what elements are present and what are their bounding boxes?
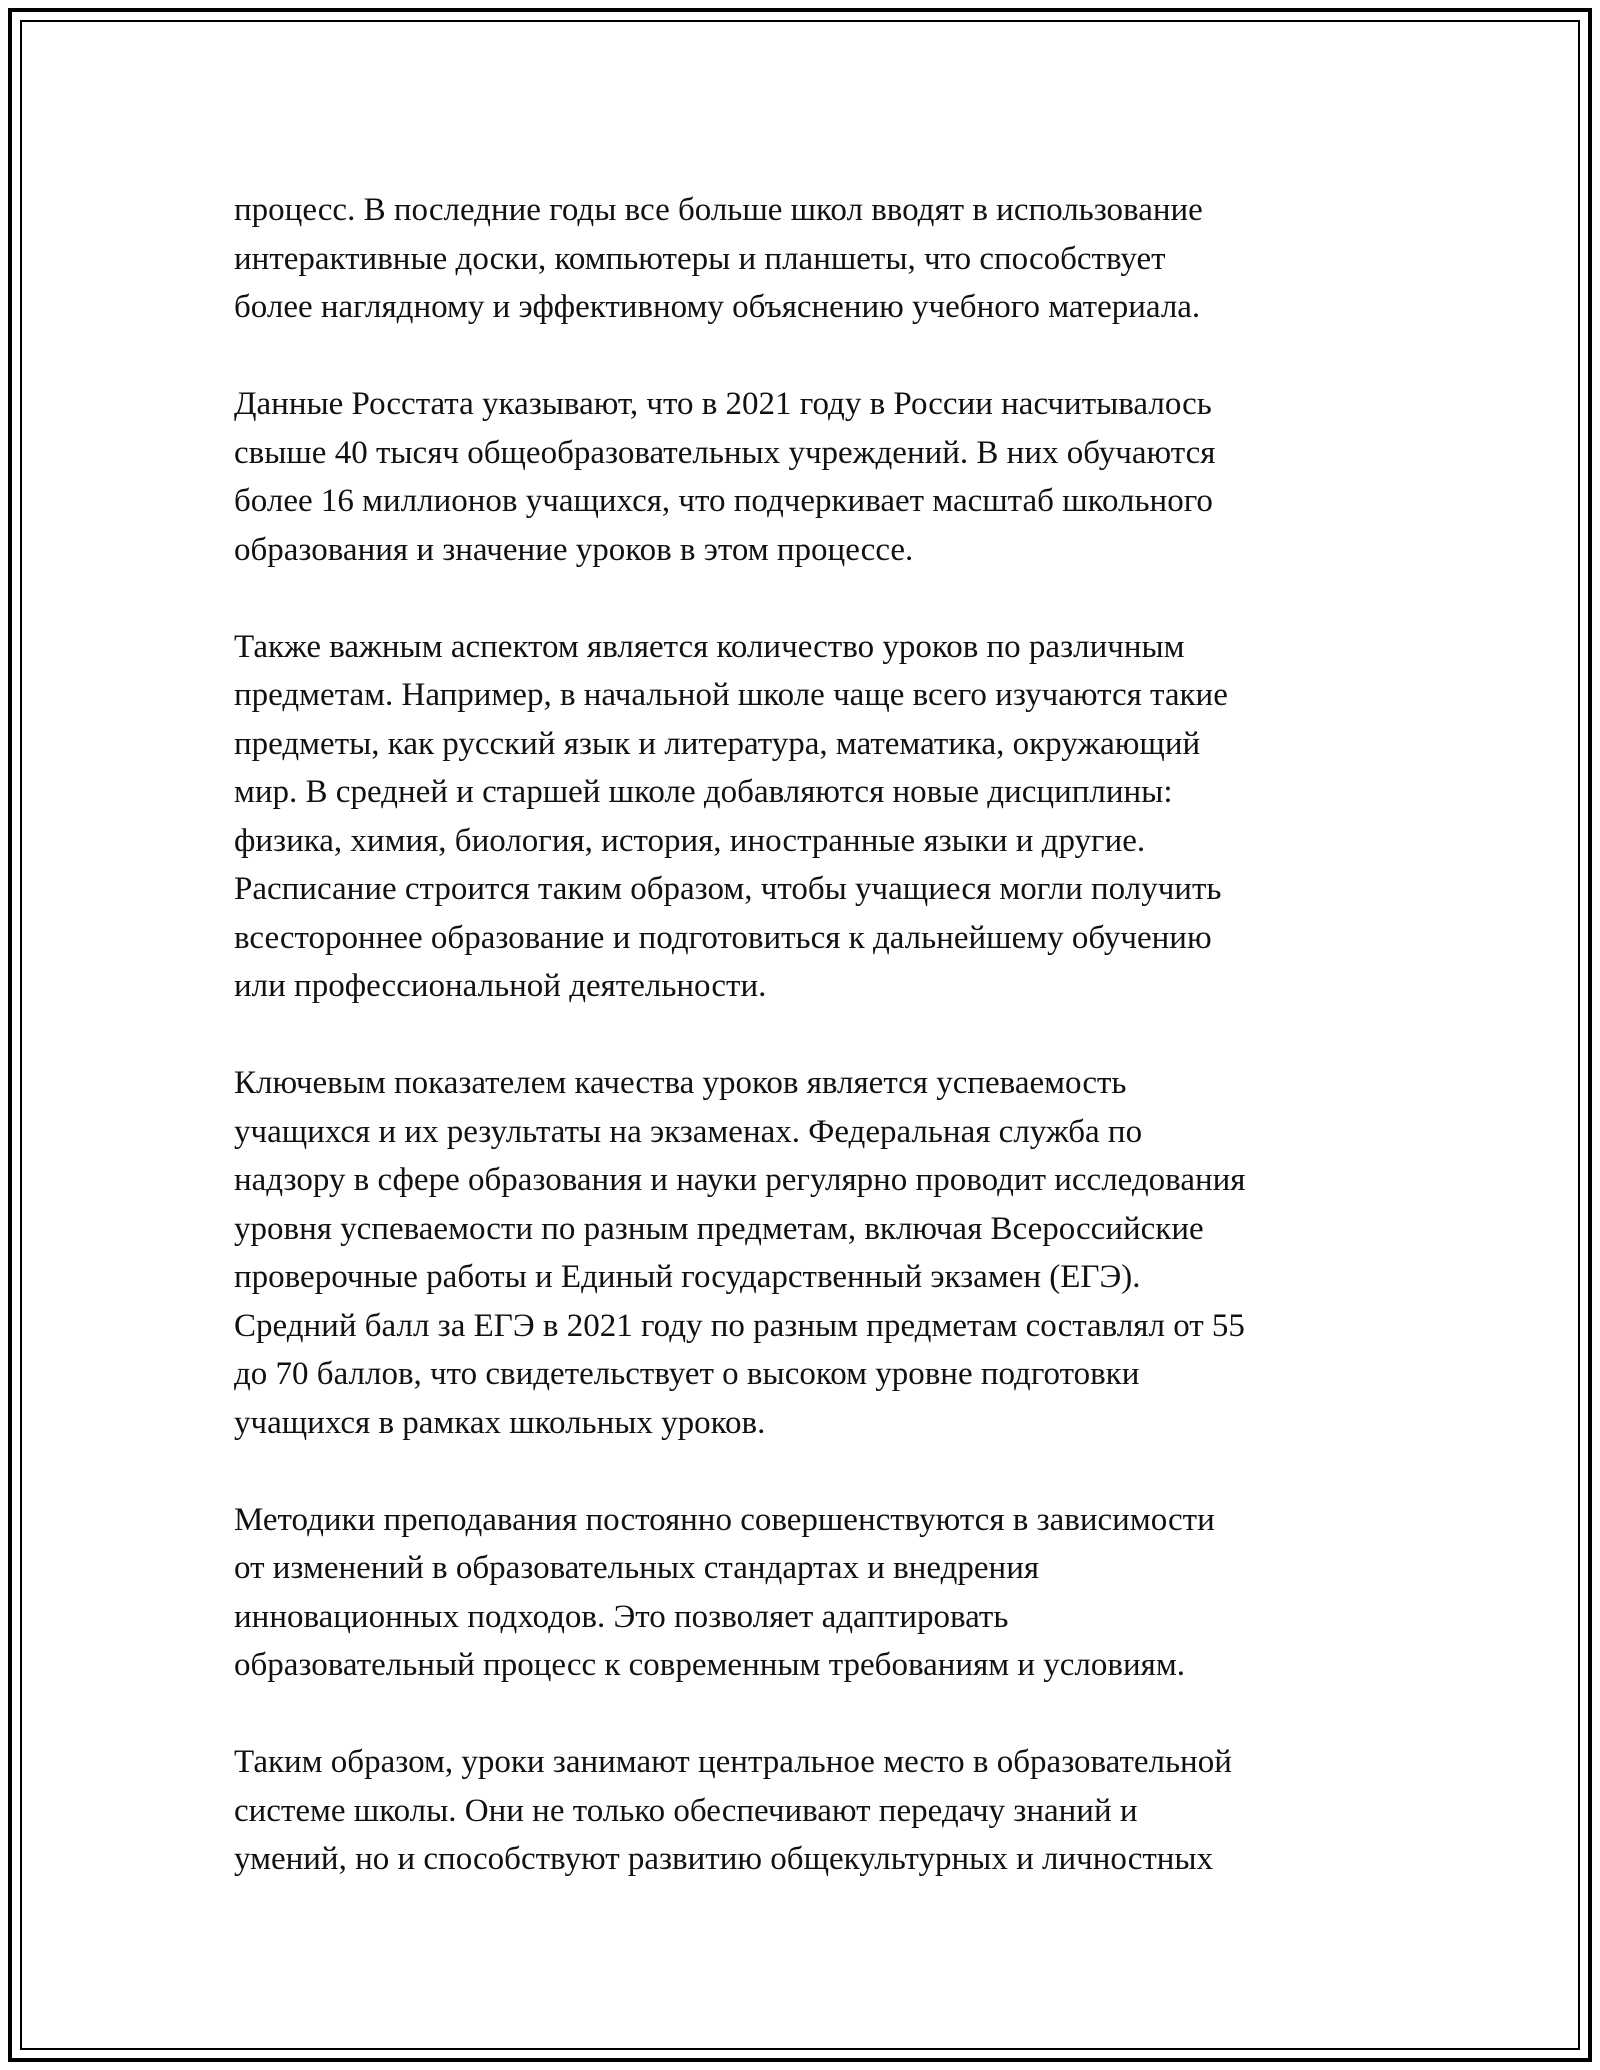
text-line: Таким образом, уроки занимают центральное место в образовательной	[234, 1744, 1232, 1780]
text-line: Данные Росстата указывают, что в 2021 году в России насчитывалось	[234, 386, 1212, 422]
text-line: предметы, как русский язык и литература, математика, окружающий	[234, 725, 1201, 762]
text-line: образовательный процесс к современным требованиям и условиям.	[234, 1647, 1185, 1683]
text-line: или профессиональной деятельности.	[234, 968, 767, 1004]
text-line: до 70 баллов, что свидетельствует о высоком уровне подготовки	[234, 1356, 1140, 1392]
text-line: Расписание строится таким образом, чтобы учащиеся могли получить	[234, 871, 1222, 907]
text-line: всестороннее образование и подготовиться к дальнейшему обучению	[234, 919, 1212, 956]
text-line: Также важным аспектом является количество уроков по различным	[234, 628, 1185, 665]
text-line: процесс. В последние годы все больше школ вводят в использование	[234, 192, 1203, 228]
paragraph	[234, 380, 1394, 574]
text-line: проверочные работы и Единый государственный экзамен (ЕГЭ).	[234, 1259, 1141, 1295]
text-line: учащихся в рамках школьных уроков.	[234, 1404, 766, 1441]
paragraph	[234, 1738, 1394, 1884]
text-line: уровня успеваемости по разным предметам, включая Всероссийские	[234, 1210, 1204, 1247]
text-line: Методики преподавания постоянно совершенствуются в зависимости	[234, 1501, 1215, 1538]
paragraph	[234, 1059, 1394, 1447]
paragraph	[234, 623, 1394, 1011]
text-line: инновационных подходов. Это позволяет адаптировать	[234, 1598, 1009, 1635]
text-line: более 16 миллионов учащихся, что подчеркивает масштаб школьного	[234, 483, 1213, 519]
text-line: мир. В средней и старшей школе добавляются новые дисциплины:	[234, 774, 1173, 810]
text-line: свыше 40 тысяч общеобразовательных учреждений. В них обучаются	[234, 434, 1216, 471]
text-line: учащихся и их результаты на экзаменах. Федеральная служба по	[234, 1113, 1143, 1150]
text-line: умений, но и способствуют развитию общекультурных и личностных	[234, 1841, 1214, 1877]
text-line: Ключевым показателем качества уроков является успеваемость	[234, 1065, 1127, 1101]
text-line: более наглядному и эффективному объяснению учебного материала.	[234, 289, 1201, 325]
text-line: системе школы. Они не только обеспечивают передачу знаний и	[234, 1792, 1138, 1829]
paragraph	[234, 1496, 1394, 1690]
text-line: физика, химия, биология, история, иностранные языки и другие.	[234, 822, 1146, 859]
text-line: Средний балл за ЕГЭ в 2021 году по разным предметам составлял от 55	[234, 1307, 1245, 1344]
text-line: предметам. Например, в начальной школе чаще всего изучаются такие	[234, 677, 1228, 713]
text-line: надзору в сфере образования и науки регулярно проводит исследования	[234, 1162, 1246, 1198]
text-line: образования и значение уроков в этом процессе.	[234, 531, 914, 568]
text-line: от изменений в образовательных стандартах и внедрения	[234, 1550, 1040, 1586]
paragraph	[234, 186, 1394, 332]
text-line: интерактивные доски, компьютеры и планшеты, что способствует	[234, 240, 1166, 277]
document-body	[234, 186, 1394, 1932]
